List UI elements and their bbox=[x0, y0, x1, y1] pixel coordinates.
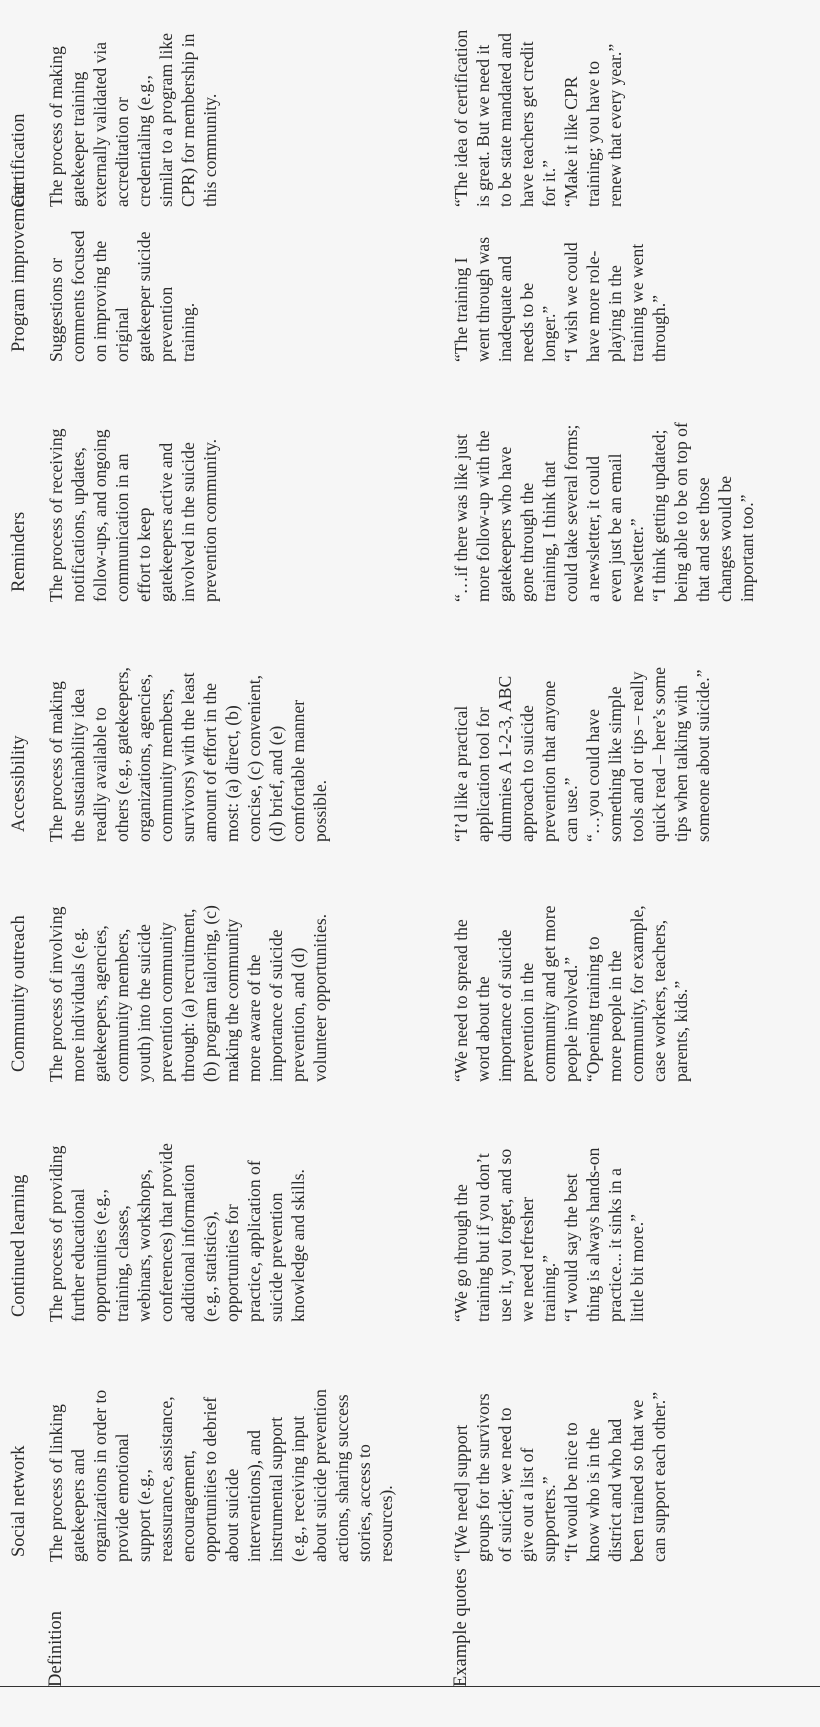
definition-text: The process of providing further educational opportunities (e.g., training, classes, webinars, workshops, conferences) that provide additional information (e.g., statistics), opportunities for practice, application of suicide prevention knowledge and skills. bbox=[46, 1143, 308, 1322]
definition-text: The process of linking gatekeepers and organizations in order to provide emotional support (e.g., reassurance, assistance, encouragement, opportunities to debrief about suicide interventions), and instrumental support (e.g., receiving input about suicide prevention actions, sharing success stories, access to resources). bbox=[46, 1389, 396, 1562]
cell-example-quotes-4 bbox=[450, 662, 714, 842]
cell-example-quotes-6 bbox=[450, 227, 670, 362]
row-label-example-quotes: Example quotes bbox=[451, 1568, 471, 1687]
quote-text: “We go through the training but if you don’t use it, you forget, and so we need refresher training.” bbox=[451, 1148, 559, 1322]
cell-example-quotes-1 bbox=[450, 1382, 670, 1562]
cell-definition-7 bbox=[45, 27, 221, 207]
header-program-improvement: Program improvement bbox=[9, 185, 29, 352]
cell-definition-5 bbox=[45, 422, 221, 602]
definition-text: The process of involving more individuals (e.g. gatekeepers, agencies, community members, youth) into the suicide prevention community through: (a) recruitment, (b) program tailoring, (c) making the community more aware of the importance of suicide prevention, and (d) volunteer opportunities. bbox=[46, 905, 330, 1082]
quote-text: “…you could have something like simple tools and or tips – really quick read – here’s some tips when talking with someone about suicide.” bbox=[583, 667, 713, 842]
header-social-network: Social network bbox=[9, 1445, 29, 1557]
cell-example-quotes-3 bbox=[450, 902, 692, 1082]
left-rule bbox=[0, 1686, 820, 1687]
definition-text: The process of making gatekeeper training externally validated via accreditation or credentialing (e.g., similar to a program like CPR) for membership in this community. bbox=[46, 33, 220, 207]
quote-text: “Make it like CPR training; you have to renew that every year.” bbox=[561, 43, 625, 207]
header-certification: Certification bbox=[9, 113, 29, 207]
quote-text: “We need to spread the word about the importance of suicide prevention in the community and get more people involved.” “Opening training to more people in the community, for example, case workers, teachers, parents, kids.” bbox=[451, 905, 691, 1082]
cell-definition-3 bbox=[45, 902, 331, 1082]
quote-text: “The training I went through was inadequate and needs to be longer.” bbox=[451, 236, 559, 362]
quote-text: “[We need] support groups for the survivors of suicide; we need to give out a list of supporters.” bbox=[451, 1393, 559, 1562]
cell-example-quotes-7 bbox=[450, 27, 626, 207]
header-continued-learning: Continued learning bbox=[9, 1174, 29, 1317]
cell-example-quotes-2 bbox=[450, 1142, 648, 1322]
definition-text: Suggestions or comments focused on improving the original gatekeeper suicide prevention training. bbox=[46, 230, 198, 362]
header-accessibility: Accessibility bbox=[9, 735, 29, 832]
quote-text: “…if there was like just more follow-up with the gatekeepers who have gone through the training, I think that could take several forms; a newsletter, it could even just be an email newsletter.” bbox=[451, 424, 647, 602]
row-label-definition: Definition bbox=[46, 1610, 66, 1687]
cell-definition-4 bbox=[45, 662, 331, 842]
quote-text: “It would be nice to know who is in the district and who had been trained so that we can support each other.” bbox=[561, 1391, 669, 1562]
quote-text: “I’d like a practical application tool for dummies A 1-2-3, ABC approach to suicide prevention that anyone can use.” bbox=[451, 675, 581, 842]
definition-text: The process of making the sustainability idea readily available to others (e.g., gatekeepers, organizations, agencies, community members, survivors) with the least amount of effort in the most: (a) direct, (b) concise, (c) convenient, (d) brief, and (e) comfortable manner possible. bbox=[46, 667, 330, 842]
header-reminders: Reminders bbox=[9, 511, 29, 592]
quote-text: “The idea of certification is great. But we need it to be state mandated and have teachers get credit for it.” bbox=[451, 29, 559, 207]
definition-text: The process of receiving notifications, updates, follow-ups, and ongoing communication in an effort to keep gatekeepers active and involved in the suicide prevention community. bbox=[46, 428, 220, 602]
cell-definition-2 bbox=[45, 1142, 309, 1322]
cell-definition-6 bbox=[45, 227, 199, 362]
cell-example-quotes-5 bbox=[450, 422, 758, 602]
header-community-outreach: Community outreach bbox=[9, 915, 29, 1072]
quote-text: “I wish we could have more role-playing in the training we went through.” bbox=[561, 242, 669, 362]
quote-text: “I would say the best thing is always hands-on practice... it sinks in a little bit more.” bbox=[561, 1147, 647, 1322]
cell-definition-1 bbox=[45, 1382, 397, 1562]
quote-text: “I think getting updated; being able to be on top of that and see those changes would be important too.” bbox=[649, 422, 757, 602]
